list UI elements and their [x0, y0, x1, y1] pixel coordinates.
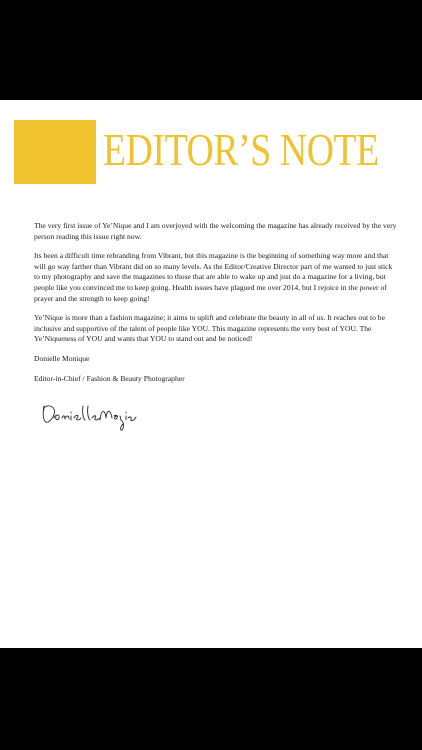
author-role: Editor-in-Chief / Fashion & Beauty Photographer — [34, 373, 185, 383]
paragraph-mission: Ye’Nique is more than a fashion magazine; it aims to uplift and celebrate the beauty in all of us. It reaches out to be inclusive and supportive of the talent of people like YOU. This magazine represents the very best of YOU. The Ye’Niqueness of YOU and wants that YOU to stand out and be noticed! — [34, 313, 385, 344]
paragraph-rebranding: Its been a difficult time rebranding from Vibrant, but this magazine is the beginning of something way more and that will go way farther than Vibrant did on so many levels. As the Editor/Creative Director part of me wanted to just stick to my photography and save the magazines to those that are able to wake up and just do a magazine for a living, but people like you convinced me to keep going. Health issues have plagued me over 2014, but I rejoice in the power of prayer and the strength to keep going! — [34, 251, 393, 303]
editor-note-body — [34, 221, 398, 393]
magazine-page — [0, 100, 422, 648]
paragraph-intro: The very first issue of Ye’Nique and I am overjoyed with the welcoming the magazine has already received by the very person reading this issue right now. — [34, 221, 397, 241]
accent-block — [14, 120, 96, 184]
author-name: Donielle Monique — [34, 353, 90, 363]
signature-image — [38, 394, 138, 434]
page-title: EDITOR’S NOTE — [103, 124, 379, 175]
